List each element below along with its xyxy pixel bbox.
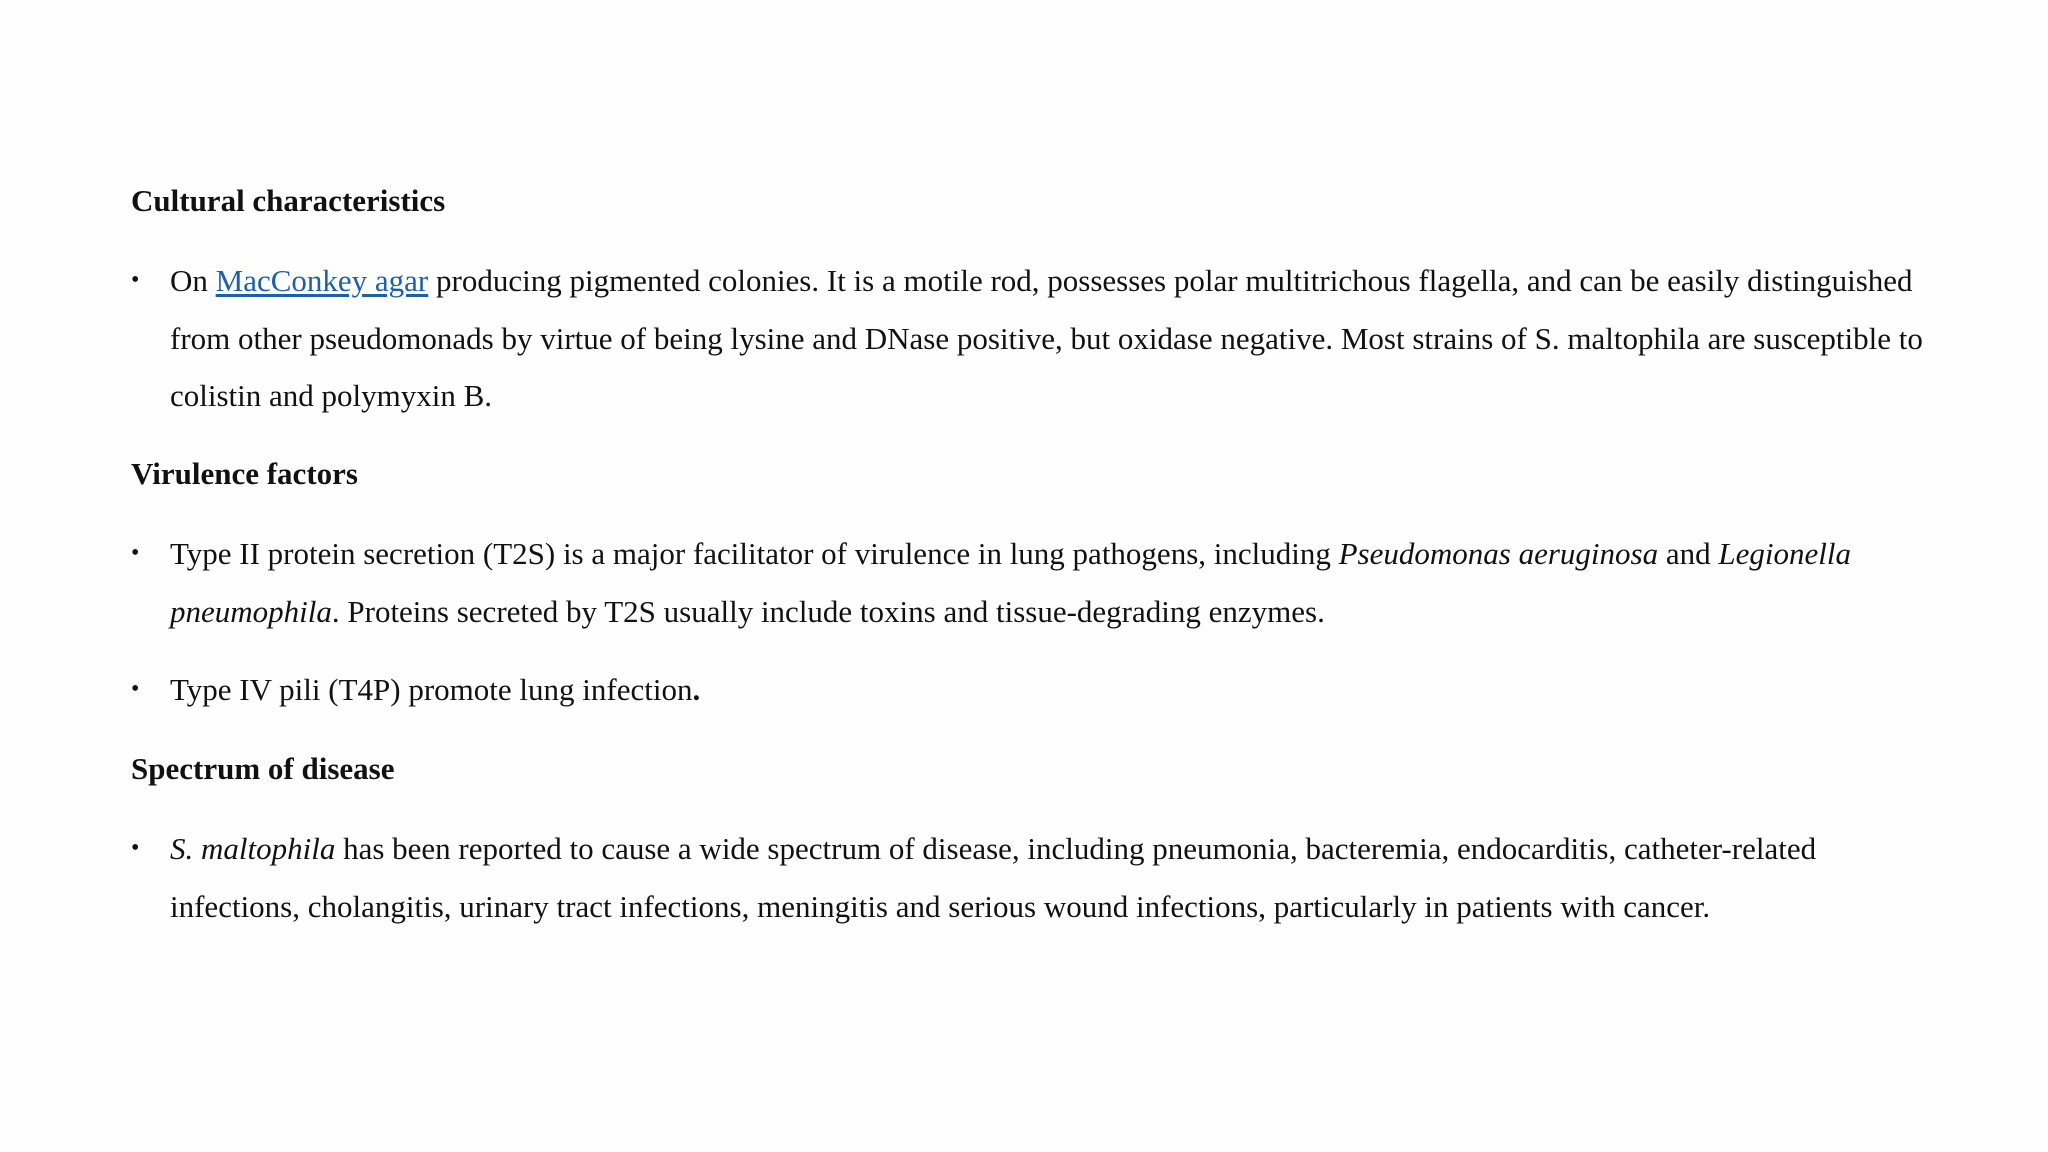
bullet-spectrum-of-disease (131, 820, 1931, 935)
bullet-dot: • (131, 540, 140, 566)
macconkey-agar-link[interactable]: MacConkey agar (215, 263, 429, 298)
bullet-cultural-characteristics (131, 252, 1931, 425)
bullet-text: S. maltophila has been reported to cause a wide spectrum of disease, including pneumonia, bacteremia, endocarditis, catheter-related infections, cholangitis, urinary tract infections, meningitis and serious wound infections, particularly in patients with cancer. (170, 831, 1817, 924)
heading-virulence-factors: Virulence factors (131, 456, 358, 491)
bullet-text: On MacConkey agar producing pigmented colonies. It is a motile rod, possesses polar multitrichous flagella, and can be easily distinguished from other pseudomonads by virtue of being lysine and DNase positive, but oxidase negative. Most strains of S. maltophila are susceptible to colistin and polymyxin B. (170, 263, 1923, 413)
bullet-type-iv-pili (131, 661, 1931, 719)
bullet-type-ii-secretion (131, 525, 1931, 640)
bullet-text: Type IV pili (T4P) promote lung infection. (170, 672, 701, 707)
bullet-dot: • (131, 267, 140, 293)
bullet-dot: • (131, 676, 140, 702)
bullet-text: Type II protein secretion (T2S) is a major facilitator of virulence in lung pathogens, including Pseudomonas aeruginosa and Legionella pneumophila. Proteins secreted by T2S usually include toxins and tissue-degrading enzymes. (170, 536, 1851, 629)
heading-cultural-characteristics: Cultural characteristics (131, 183, 446, 218)
bullet-dot: • (131, 835, 140, 861)
heading-spectrum-of-disease: Spectrum of disease (131, 751, 395, 786)
